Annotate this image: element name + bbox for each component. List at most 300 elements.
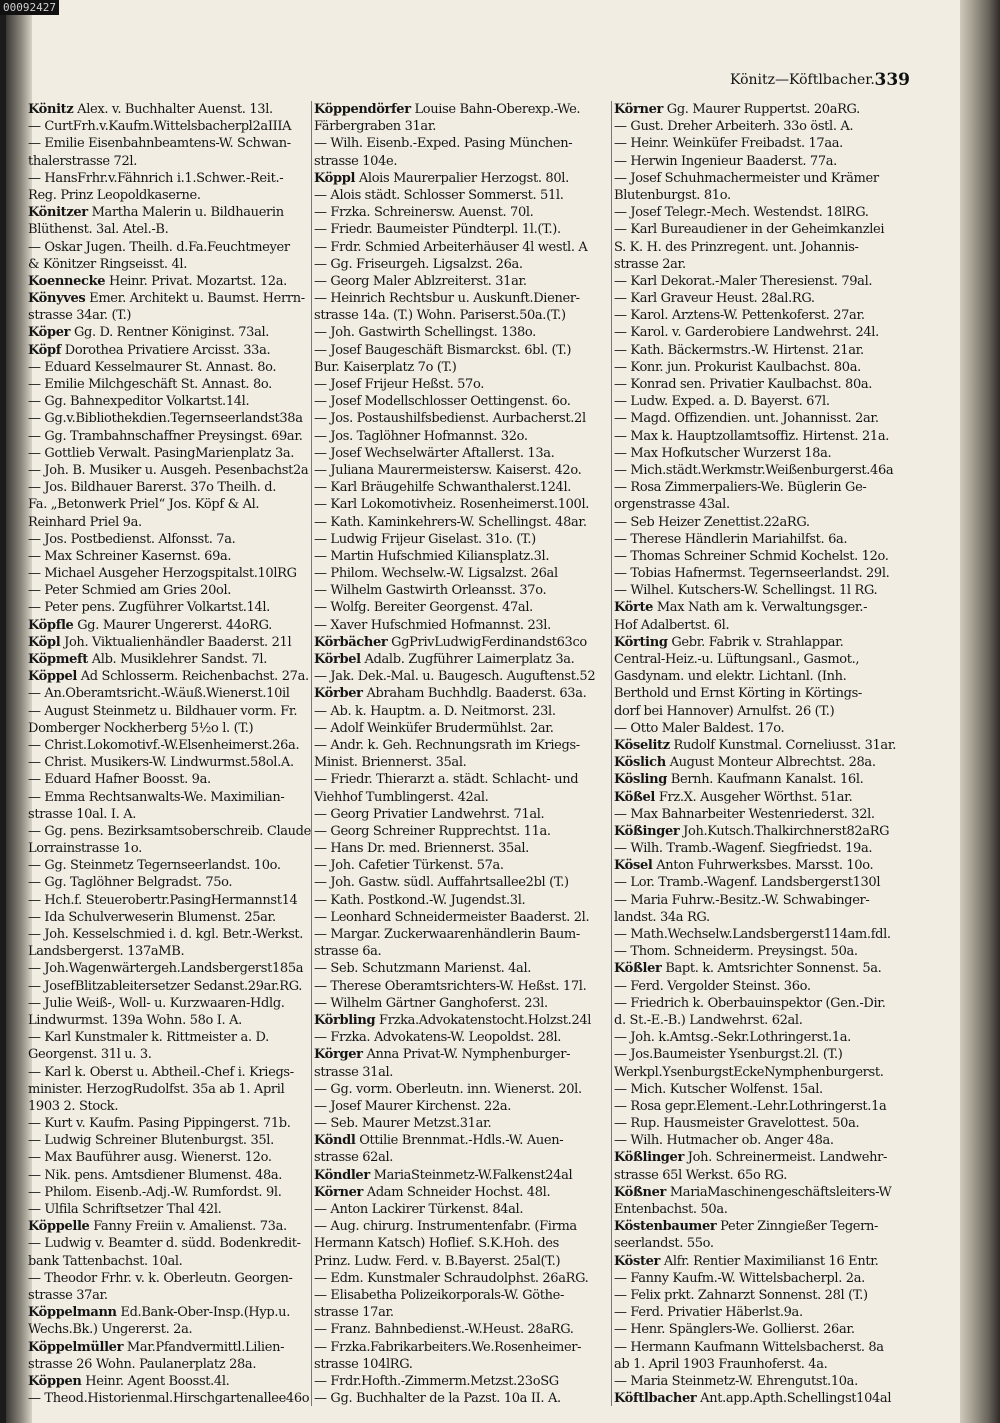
directory-entry [314, 771, 612, 788]
directory-entry [314, 685, 612, 702]
directory-entry [614, 273, 912, 290]
entry-text: — CurtFrh.v.Kaufm.Wittelsbacherpl2aIIIA [28, 119, 292, 135]
directory-entry [314, 1373, 612, 1390]
directory-entry [28, 1287, 326, 1304]
directory-entry [614, 926, 912, 943]
directory-entry [314, 617, 612, 634]
entry-text: S. K. H. des Prinzregent. unt. Johannis- [614, 239, 859, 255]
entry-text: — Gg. Steinmetz Tegernseerlandst. 10o. [28, 858, 281, 874]
entry-text: — Kurt v. Kaufm. Pasing Pippingerst. 71b. [28, 1116, 291, 1132]
entry-text: — Therese Händlerin Mariahilfst. 6a. [614, 531, 848, 547]
directory-entry [314, 823, 612, 840]
directory-entry [314, 187, 612, 204]
directory-entry [614, 428, 912, 445]
entry-text: — Ida Schulverweserin Blumenst. 25ar. [28, 909, 276, 925]
entry-text: Bur. Kaiserplatz 7o (T.) [314, 359, 457, 375]
entry-text: — Kath. Bäckermstrs.-W. Hirtenst. 21ar. [614, 342, 864, 358]
directory-entry [614, 668, 912, 685]
entry-text: Bapt. k. Amtsrichter Sonnenst. 5a. [661, 961, 882, 977]
directory-entry [314, 170, 612, 187]
directory-entry [614, 496, 912, 513]
directory-entry [314, 926, 612, 943]
entry-text: — Oskar Jugen. Theilh. d.Fa.Feuchtmeyer [28, 239, 290, 255]
directory-entry [28, 1167, 326, 1184]
entry-text: Anna Privat-W. Nymphenburger- [362, 1047, 571, 1063]
directory-entry [614, 393, 912, 410]
entry-text: — Jos. Bildhauer Barerst. 37o Theilh. d. [28, 480, 277, 496]
entry-text: — Otto Maler Baldest. 17o. [614, 720, 785, 736]
directory-entry [614, 771, 912, 788]
entry-text: — Gg. Friseurgeh. Ligsalzst. 26a. [314, 256, 523, 272]
entry-text: — Gg.v.Bibliothekdien.Tegernseerlandst38a [28, 411, 303, 427]
directory-entry [28, 703, 326, 720]
running-title: Könitz—Köftlbacher. [730, 72, 875, 88]
directory-entry [28, 221, 326, 238]
directory-entry [614, 548, 912, 565]
entry-text: Central-Heiz.-u. Lüftungsanl., Gasmot., [614, 652, 860, 667]
directory-entry [614, 789, 912, 806]
entry-text: — Gg. Trambahnschaffner Preysingst. 69ar. [28, 428, 303, 444]
surname-heading: Köppel [28, 669, 77, 685]
entry-text: — Ferd. Vergolder Steinst. 36o. [614, 978, 811, 994]
entry-text: — Jos. Postbedienst. Alfonsst. 7a. [28, 531, 236, 547]
column-divider [311, 101, 312, 1406]
directory-entry [314, 290, 612, 307]
entry-text: Ottilie Brennmat.-Hdls.-W. Auen- [355, 1133, 564, 1149]
directory-entry [28, 634, 326, 651]
entry-text: — Therese Oberamtsrichters-W. Heßst. 17l. [314, 978, 587, 994]
entry-text: Reinhard Priel 9a. [28, 514, 142, 530]
entry-text: — Karl Bräugehilfe Schwanthalerst.124l. [314, 480, 572, 496]
surname-heading: Kößler [614, 961, 662, 977]
entry-text: — Hermann Kaufmann Wittelsbacherst. 8a [614, 1339, 884, 1355]
directory-entry [28, 462, 326, 479]
directory-entry [28, 1149, 326, 1166]
directory-entry [314, 754, 612, 771]
entry-text: Reg. Prinz Leopoldkaserne. [28, 187, 201, 203]
entry-text: strasse 2ar. [614, 256, 686, 272]
directory-entry [28, 926, 326, 943]
entry-text: — Heinr. Weinküfer Freibadst. 17aa. [614, 136, 843, 152]
entry-text: seerlandst. 55o. [614, 1236, 714, 1252]
entry-text: Alex. v. Buchhalter Auenst. 13l. [73, 102, 273, 117]
surname-heading: Körbling [314, 1012, 376, 1028]
directory-entry [28, 1373, 326, 1390]
directory-entry [314, 1287, 612, 1304]
entry-text: — Gg. Taglöhner Belgradst. 75o. [28, 875, 233, 891]
directory-entry [28, 256, 326, 273]
directory-entry [28, 720, 326, 737]
directory-entry [314, 256, 612, 273]
directory-entry [614, 1167, 912, 1184]
directory-entry [614, 204, 912, 221]
directory-entry [314, 806, 612, 823]
entry-text: — Hch.f. Steuerobertr.PasingHermannst14 [28, 892, 298, 908]
entry-text: — Eduard Kesselmaurer St. Annast. 8o. [28, 359, 277, 375]
entry-text: — Frzka.Fabrikarbeiters.We.Rosenheimer- [314, 1339, 582, 1355]
entry-text: — Gg. vorm. Oberleutn. inn. Wienerst. 20l. [314, 1081, 582, 1097]
entry-text: — Emma Rechtsanwalts-We. Maximilian- [28, 789, 285, 805]
entry-text: — Wilhel. Kutschers-W. Schellingst. 1l RG. [614, 583, 878, 599]
entry-text: — Theod.Historienmal.Hirschgartenallee46o [28, 1391, 310, 1407]
directory-entry [614, 960, 912, 977]
entry-text: ab 1. April 1903 Fraunhoferst. 4a. [614, 1356, 828, 1372]
entry-text: — Emilie Eisenbahnbeamtens-W. Schwan- [28, 136, 291, 152]
directory-entry [314, 462, 612, 479]
entry-text: — Math.Wechselw.Landsbergerst114am.fdl. [614, 927, 891, 942]
directory-entry [614, 1064, 912, 1081]
directory-entry [314, 118, 612, 135]
directory-entry [314, 273, 612, 290]
directory-entry [614, 101, 912, 118]
directory-entry [314, 1201, 612, 1218]
directory-entry [28, 1201, 326, 1218]
surname-heading: Köpfle [28, 617, 74, 633]
directory-entry [314, 1339, 612, 1356]
entry-text: — Ludw. Exped. a. D. Bayerst. 67l. [614, 394, 830, 410]
directory-entry [28, 1081, 326, 1098]
directory-entry [314, 1390, 612, 1407]
directory-entry [28, 410, 326, 427]
entry-text: Louise Bahn-Oberexp.-We. [410, 102, 581, 117]
entry-text: — Thom. Schneiderm. Preysingst. 50a. [614, 944, 858, 960]
directory-entry [314, 565, 612, 582]
entry-text: — Frzka. Schreinersw. Auenst. 70l. [314, 205, 534, 221]
entry-text: Peter Zinngießer Tegern- [716, 1219, 879, 1235]
directory-entry [28, 1339, 326, 1356]
entry-text: — Ulfila Schriftsetzer Thal 42l. [28, 1202, 222, 1217]
directory-entry [614, 290, 912, 307]
directory-entry [28, 754, 326, 771]
surname-heading: Körner [314, 1184, 364, 1200]
entry-text: Joh. Viktualienhändler Baaderst. 21l [60, 634, 292, 650]
entry-text: — Gust. Dreher Arbeiterh. 33o östl. A. [614, 119, 854, 135]
entry-text: — Mich. Kutscher Wolfenst. 15al. [614, 1081, 823, 1097]
entry-text: — Josef Telegr.-Mech. Westendst. 18lRG. [614, 205, 869, 221]
directory-entry [614, 1046, 912, 1063]
entry-text: Landsbergerst. 137aMB. [28, 944, 185, 960]
entry-text: Viehhof Tumblingerst. 42al. [314, 789, 489, 805]
entry-text: — Aug. chirurg. Instrumentenfabr. (Firma [314, 1219, 577, 1235]
entry-text: — Joh.Wagenwärtergeh.Landsbergerst185a [28, 961, 304, 977]
directory-entry [614, 874, 912, 891]
directory-entry [28, 737, 326, 754]
directory-entry [614, 324, 912, 341]
entry-text: Joh.Kutsch.Thalkirchnerst82aRG [679, 823, 890, 839]
entry-text: strasse 14a. (T.) Wohn. Pariserst.50a.(T.) [314, 308, 566, 324]
entry-text: — Karol. v. Garderobiere Landwehrst. 24l. [614, 325, 879, 341]
surname-heading: Körte [614, 600, 654, 616]
directory-entry [614, 153, 912, 170]
column-divider [611, 101, 612, 1406]
directory-entry [314, 393, 612, 410]
entry-text: — Joh. k.Amtsg.-Sekr.Lothringerst.1a. [614, 1030, 851, 1046]
directory-entry [614, 1115, 912, 1132]
entry-text: Heinr. Agent Boosst.4l. [81, 1373, 230, 1389]
directory-entry [614, 118, 912, 135]
directory-entry [614, 1235, 912, 1252]
directory-entry [28, 1064, 326, 1081]
entry-text: — Julie Weiß-, Woll- u. Kurzwaaren-Hdlg. [28, 995, 285, 1011]
directory-entry [28, 548, 326, 565]
entry-text: Abraham Buchhdlg. Baaderst. 63a. [362, 686, 587, 702]
entry-text: strasse 65l Werkst. 65o RG. [614, 1167, 788, 1183]
entry-text: — Franz. Bahnbedienst.-W.Heust. 28aRG. [314, 1322, 574, 1338]
directory-entry [314, 703, 612, 720]
entry-text: Gg. D. Rentner Königinst. 73al. [70, 325, 270, 341]
directory-entry [614, 1029, 912, 1046]
directory-entry [28, 806, 326, 823]
entry-text: strasse 31al. [314, 1064, 394, 1080]
entry-text: Hermann Katsch) Hoflief. S.K.Hoh. des [314, 1236, 559, 1252]
surname-heading: Köppendörfer [314, 102, 411, 117]
entry-text: — Wilh. Hutmacher ob. Anger 48a. [614, 1133, 834, 1149]
entry-text: — Friedrich k. Oberbauinspektor (Gen.-Dir. [614, 995, 886, 1011]
surname-heading: Körber [314, 686, 363, 702]
entry-text: — Josef Baugeschäft Bismarckst. 6bl. (T.) [314, 342, 572, 358]
directory-entry [28, 960, 326, 977]
entry-text: Werkpl.YsenburgstEckeNymphenburgerst. [614, 1064, 884, 1080]
directory-entry [614, 514, 912, 531]
directory-entry [614, 479, 912, 496]
column-2 [314, 101, 612, 1411]
entry-text: — Frdr.Hofth.-Zimmerm.Metzst.23oSG [314, 1373, 559, 1389]
directory-entry [314, 978, 612, 995]
surname-heading: Köpmeft [28, 652, 88, 667]
entry-text: — Karl Bureaudiener in der Geheimkanzlei [614, 222, 885, 238]
directory-entry [314, 410, 612, 427]
entry-text: — Frdr. Schmied Arbeiterhäuser 4l westl. A [314, 239, 588, 255]
surname-heading: Köpf [28, 342, 61, 358]
directory-entry [314, 1132, 612, 1149]
directory-entry [28, 393, 326, 410]
directory-entry [314, 1046, 612, 1063]
surname-heading: Köppen [28, 1373, 82, 1389]
directory-entry [28, 290, 326, 307]
directory-entry [28, 668, 326, 685]
directory-entry [28, 514, 326, 531]
directory-entry [314, 1081, 612, 1098]
entry-text: — Lor. Tramb.-Wagenf. Landsbergerst130l [614, 875, 881, 891]
directory-entry [314, 239, 612, 256]
surname-heading: Köndl [314, 1133, 356, 1149]
directory-entry [28, 153, 326, 170]
entry-text: — Wilhelm Gastwirth Orleansst. 37o. [314, 583, 547, 599]
directory-entry [614, 582, 912, 599]
entry-text: — Nik. pens. Amtsdiener Blumenst. 48a. [28, 1167, 283, 1183]
entry-text: Frz.X. Ausgeher Wörthst. 51ar. [655, 789, 853, 805]
entry-text: — Gg. pens. Bezirksamtsoberschreib. Claude [28, 823, 311, 839]
directory-entry [614, 307, 912, 324]
entry-text: — Edm. Kunstmaler Schraudolphst. 26aRG. [314, 1270, 589, 1286]
directory-entry [28, 1356, 326, 1373]
entry-text: — Max Hofkutscher Wurzerst 18a. [614, 445, 832, 461]
entry-text: Dorothea Privatiere Arcisst. 33a. [60, 342, 271, 358]
directory-entry [28, 599, 326, 616]
entry-text: — Ludwig Frijeur Giselast. 31o. (T.) [314, 531, 536, 547]
directory-entry [314, 668, 612, 685]
directory-entry [314, 514, 612, 531]
directory-entry [614, 1201, 912, 1218]
entry-text: — Wilhelm Gärtner Ganghoferst. 23l. [314, 995, 548, 1011]
entry-text: bank Tattenbachst. 10al. [28, 1253, 183, 1269]
entry-text: Alfr. Rentier Maximilianst 16 Entr. [660, 1253, 879, 1269]
entry-text: strasse 6a. [314, 944, 382, 960]
entry-text: — Joh. Kesselschmied i. d. kgl. Betr.-Werkst. [28, 927, 304, 942]
entry-text: — Ludwig v. Beamter d. südd. Bodenkredit- [28, 1236, 301, 1252]
directory-entry [28, 874, 326, 891]
entry-text: — Rosa gepr.Element.-Lehr.Lothringerst.1a [614, 1098, 887, 1114]
directory-entry [614, 462, 912, 479]
directory-entry [314, 204, 612, 221]
entry-text: orgenstrasse 43al. [614, 497, 730, 513]
entry-text: & Könitzer Ringseisst. 4l. [28, 256, 187, 272]
directory-entry [28, 428, 326, 445]
entry-text: d. St.-E.-B.) Landwehrst. 62al. [614, 1012, 803, 1028]
entry-text: — Henr. Spänglers-We. Gollierst. 26ar. [614, 1322, 855, 1338]
page-number: 339 [874, 70, 910, 90]
entry-text: strasse 37ar. [28, 1287, 108, 1303]
directory-entry [28, 204, 326, 221]
directory-entry [614, 1287, 912, 1304]
surname-heading: Koennecke [28, 273, 106, 289]
directory-entry [314, 1064, 612, 1081]
entry-text: — Seb. Maurer Metzst.31ar. [314, 1116, 492, 1132]
entry-text: Minist. Briennerst. 35al. [314, 755, 467, 771]
directory-entry [314, 995, 612, 1012]
entry-text: — Karl Dekorat.-Maler Theresienst. 79al. [614, 273, 873, 289]
directory-entry [614, 703, 912, 720]
surname-heading: Köper [28, 325, 71, 341]
entry-text: strasse 17ar. [314, 1305, 394, 1321]
directory-entry [28, 1098, 326, 1115]
surname-heading: Könitzer [28, 205, 88, 221]
entry-text: — Christ.Lokomotivf.-W.Elsenheimerst.26a. [28, 737, 300, 753]
directory-entry [614, 342, 912, 359]
entry-text: — Jak. Dek.-Mal. u. Baugesch. Auguftenst.52 [314, 669, 596, 685]
directory-entry [614, 531, 912, 548]
directory-entry [28, 1235, 326, 1252]
directory-entry [614, 840, 912, 857]
entry-text: Domberger Nockherberg 5½o l. (T.) [28, 720, 254, 736]
entry-text: Gebr. Fabrik v. Strahlappar. [667, 634, 844, 650]
entry-text: — Theodor Frhr. v. k. Oberleutn. Georgen- [28, 1270, 293, 1286]
directory-entry [28, 1321, 326, 1338]
entry-text: — Mich.städt.Werkmstr.Weißenburgerst.46a [614, 462, 894, 478]
directory-entry [614, 239, 912, 256]
entry-text: Fanny Freiin v. Amalienst. 73a. [89, 1219, 287, 1235]
column-1 [28, 101, 326, 1411]
directory-entry [28, 445, 326, 462]
directory-entry [614, 909, 912, 926]
entry-text: Adam Schneider Hochst. 48l. [363, 1184, 551, 1200]
entry-text: Blutenburgst. 81o. [614, 187, 731, 203]
directory-entry [28, 359, 326, 376]
directory-entry [28, 857, 326, 874]
directory-entry [614, 359, 912, 376]
directory-entry [28, 651, 326, 668]
entry-text: — Georg Schreiner Rupprechtst. 11a. [314, 823, 551, 839]
directory-entry [614, 1253, 912, 1270]
entry-text: — Ferd. Privatier Häberlst.9a. [614, 1305, 803, 1321]
entry-text: — Tobias Hafnermst. Tegernseerlandst. 29l. [614, 566, 890, 582]
entry-text: — Karl Lokomotivheiz. Rosenheimerst.100l. [314, 497, 590, 513]
directory-entry [614, 1098, 912, 1115]
entry-text: — Magd. Offizendien. unt. Johannisst. 2ar. [614, 411, 879, 427]
directory-entry [314, 1098, 612, 1115]
directory-entry [614, 1304, 912, 1321]
directory-entry [314, 720, 612, 737]
directory-entry [614, 1149, 912, 1166]
directory-entry [614, 1132, 912, 1149]
entry-text: — Kath. Kaminkehrers-W. Schellingst. 48ar. [314, 514, 587, 530]
entry-text: Max Nath am k. Verwaltungsger.- [653, 600, 868, 616]
surname-heading: Körger [314, 1047, 363, 1063]
directory-entry [614, 651, 912, 668]
directory-entry [314, 548, 612, 565]
directory-entry [614, 256, 912, 273]
directory-entry [314, 1184, 612, 1201]
entry-text: — Georg Privatier Landwehrst. 71al. [314, 806, 545, 822]
entry-text: Emer. Architekt u. Baumst. Herrn- [85, 291, 305, 307]
directory-entry [28, 1390, 326, 1407]
surname-heading: Kösling [614, 772, 667, 788]
entry-text: — Ab. k. Hauptm. a. D. Neitmorst. 23l. [314, 703, 556, 719]
directory-entry [614, 170, 912, 187]
entry-text: — Leonhard Schneidermeister Baaderst. 2l. [314, 909, 590, 925]
directory-entry [28, 840, 326, 857]
entry-text: MariaSteinmetz-W.Falkenst24al [369, 1167, 573, 1183]
entry-text: Heinr. Privat. Mozartst. 12a. [105, 273, 287, 289]
surname-heading: Köppelle [28, 1219, 90, 1235]
entry-text: MariaMaschinengeschäftsleiters-W [666, 1184, 892, 1200]
entry-text: Berthold und Ernst Körting in Körtings- [614, 686, 862, 702]
entry-text: GgPrivLudwigFerdinandst63co [387, 634, 587, 650]
directory-entry [314, 445, 612, 462]
entry-text: — Joh. B. Musiker u. Ausgeh. Pesenbachst2a [28, 462, 309, 478]
directory-entry [314, 1356, 612, 1373]
directory-entry [614, 806, 912, 823]
entry-text: — Gg. Bahnexpeditor Volkartst.14l. [28, 394, 250, 410]
entry-text: Hof Adalbertst. 6l. [614, 617, 730, 633]
entry-text: Ant.app.Apth.Schellingst104al [696, 1391, 892, 1407]
directory-entry [28, 170, 326, 187]
surname-heading: Körbächer [314, 634, 388, 650]
directory-entry [614, 978, 912, 995]
directory-entry [314, 651, 612, 668]
entry-text: Joh. Schreinermeist. Landwehr- [683, 1150, 888, 1166]
entry-text: Wechs.Bk.) Ungererst. 2a. [28, 1322, 193, 1338]
surname-heading: Kösel [614, 858, 653, 874]
surname-heading: Köppelmüller [28, 1339, 124, 1355]
directory-entry [314, 153, 612, 170]
entry-text: thalerstrasse 72l. [28, 153, 137, 169]
directory-entry [314, 342, 612, 359]
entry-text: Entenbachst. 50a. [614, 1202, 728, 1217]
entry-text: — Seb. Schutzmann Marienst. 4al. [314, 961, 532, 977]
directory-entry [314, 496, 612, 513]
directory-entry [614, 1390, 912, 1407]
directory-entry [314, 909, 612, 926]
entry-text: — Maria Fuhrw.-Besitz.-W. Schwabinger- [614, 892, 870, 908]
directory-entry [28, 1132, 326, 1149]
directory-entry [28, 978, 326, 995]
directory-entry [314, 359, 612, 376]
directory-entry [28, 909, 326, 926]
entry-text: — Seb Heizer Zenettist.22aRG. [614, 514, 810, 530]
entry-text: 1903 2. Stock. [28, 1098, 119, 1114]
entry-text: landst. 34a RG. [614, 909, 710, 925]
